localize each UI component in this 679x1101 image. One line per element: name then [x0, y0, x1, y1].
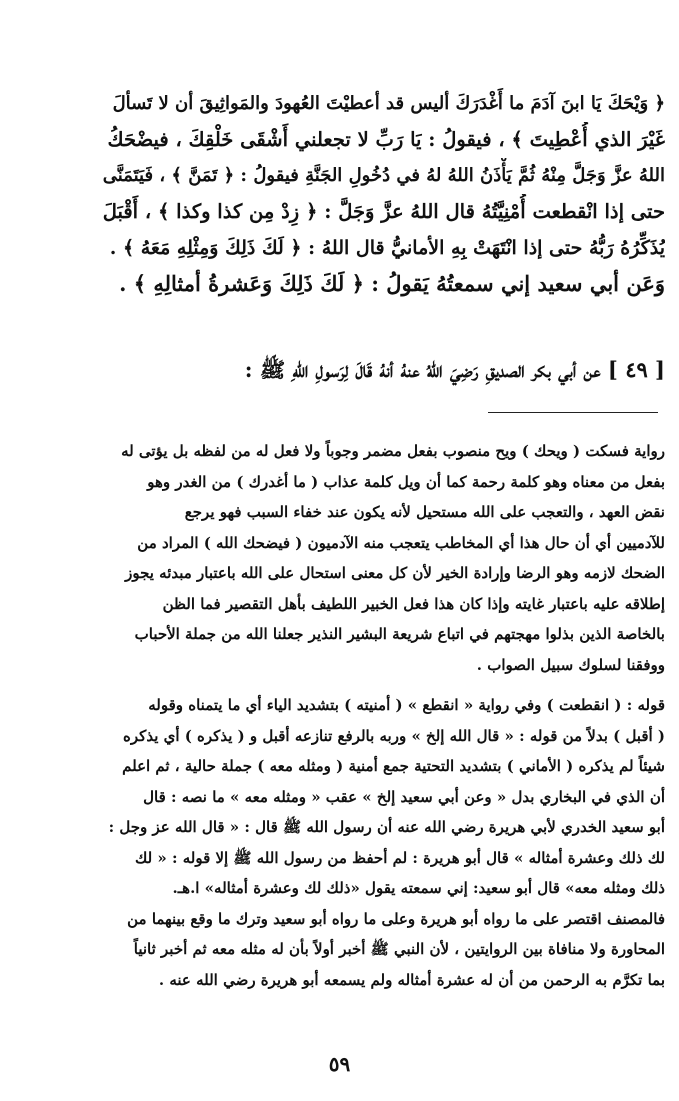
note-line: أن الذي في البخاري بدل « وعن أبي سعيد إلخ » عقب « ومثله معه » ما نصه : قال	[143, 787, 665, 806]
note-line: المحاورة ولا منافاة بين الروايتين ، لأن النبي ﷺ أخبر أولاً بأن له مثله معه ثم أخبر ثانياً	[133, 940, 665, 958]
main-text-line: حتى إذا انْقطعت أُمْنِيَّتُهُ قال اللهُ عزَّ وَجَلَّ : ﴿ زِدْ مِن كذا وكذا ﴾ ، أَقْبَلَ	[102, 200, 665, 223]
note-line: بما تكرَّم به الرحمن من أن له عشرة أمثاله ولم يسمعه أبو هريرة رضي الله عنه .	[158, 970, 665, 989]
note-line: نقض العهد ، والتعجب على الله مستحيل لأنه يكون عند خفاء السبب فهو يرجع	[184, 503, 665, 521]
main-text-line: يُذَكِّرُهُ رَبُّهُ حتى إذا انْتَهَتْ بِهِ الأمانيُّ قال اللهُ : ﴿ لَكَ ذَلِكَ وَمِثْلِهِ مَعَهُ ﴾ .	[109, 237, 665, 259]
note-line: شيئاً لم يذكره ( الأماني ) بتشديد التحتية جمع أمنية ( ومثله معه ) جملة حالية ، ثم اعلم	[122, 757, 665, 775]
note-line: الضحك لازمه وهو الرضا وإرادة الخير لأن كل معنى استحال على الله باعتبار مبدئه يجوز	[125, 564, 665, 582]
note-line: إطلاقه عليه باعتبار غايته وإذا كان هذا فعل الخبير اللطيف بأهل التقصير فما الظن	[162, 594, 665, 613]
note-line: ( أقبل ) بدلاً من قوله : « قال الله إلخ » وربه بالرفع تنازعه أقبل و ( يذكره ) أي يذكره	[123, 726, 665, 745]
paragraph-gap	[62, 680, 665, 690]
main-text-line: وَعَن أبي سعيد إني سمعتُهُ يَقولُ : ﴿ لَكَ ذَلِكَ وَعَشرةُ أمثالِهِ ﴾ .	[119, 271, 665, 296]
note-line: فالمصنف اقتصر على ما رواه أبو هريرة وعلى ما رواه أبو سعيد وترك ما وقع بينهما من	[127, 909, 665, 928]
footnote-divider	[488, 412, 658, 413]
note-line: لك ذلك وعشرة أمثاله » قال أبو هريرة : لم أحفظ من رسول الله ﷺ إلا قوله : « لك	[134, 848, 665, 867]
hadith-heading: [ ٤٩ ] عن أبي بكر الصديقِ رَضِيَ اللهُ عنهُ أنهُ قَالَ لِرَسولِ اللهِ ﷺ :	[244, 357, 665, 382]
note-line: بفعل من معناه وهو كلمة رحمة كما أن ويل كلمة عذاب ( ما أغدرك ) من الغدر وهو	[147, 472, 665, 491]
note-line: ووفقنا لسلوك سبيل الصواب .	[476, 655, 665, 674]
note-line: للآدميين أي أن حال هذا أي المخاطب يتعجب منه الآدميون ( فيضحك الله ) المراد من	[137, 533, 665, 552]
note-line: أبو سعيد الخدري لأبي هريرة رضي الله عنه أن رسول الله ﷺ قال : « قال الله عز وجل :	[108, 818, 665, 836]
main-text-line: ﴿ وَيْحَكَ يَا ابنَ آدَمَ ما أَغْدَرَكَ أليس قد أعطيْتَ العُهودَ والمَواثِيقَ أن لا تَسألَ	[112, 93, 665, 114]
main-text-line: اللهُ عزَّ وَجَلَّ مِنْهُ ثُمَّ يَأْذَنُ اللهُ لهُ في دُخُولِ الجَنَّةِ فيقولُ : ﴿ تَمَنَّ ﴾ ، فَيَتَمَنَّى	[102, 165, 665, 186]
page-number: ٥٩	[328, 1052, 351, 1076]
note-line: ذلك ومثله معه» قال أبو سعيد: إني سمعته يقول «ذلك لك وعشرة أمثاله» ا.هـ.	[172, 879, 665, 897]
main-text-block	[100, 86, 665, 302]
note-line: بالخاصة الذين بذلوا مهجتهم في اتباع شريعة البشير النذير جعلنا الله من جملة الأحباب	[134, 625, 665, 643]
main-text-line: غَيْرَ الذي أُعْطِيتَ ﴾ ، فيقولُ : يَا رَبِّ لا تجعلني أَشْقَى خَلْقِكَ ، فيضْحَكُ	[107, 128, 665, 151]
commentary-notes	[62, 436, 665, 995]
note-line: رواية فسكت ( ويحك ) ويح منصوب بفعل مضمر وجوباً ولا فعل له من لفظه بل يؤتى له	[121, 442, 665, 460]
note-line: قوله : ( انقطعت ) وفي رواية « انقطع » ( أمنيته ) بتشديد الياء أي ما يتمناه وقوله	[148, 696, 665, 714]
